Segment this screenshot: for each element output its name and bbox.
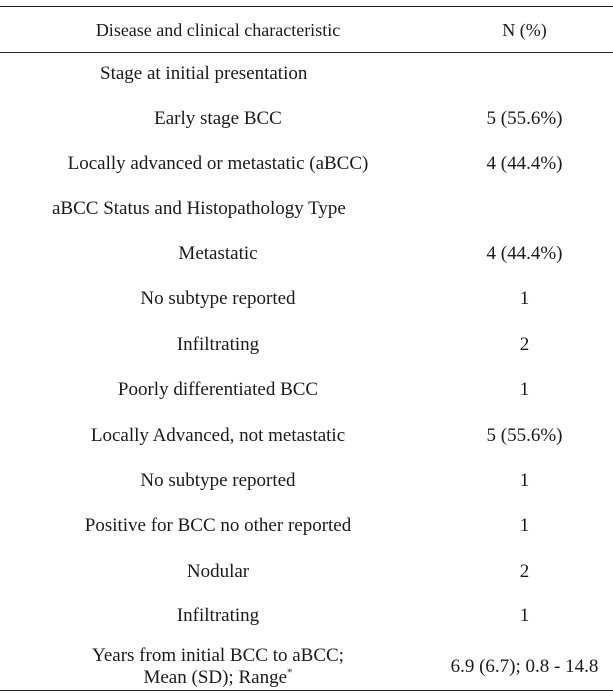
header-characteristic: Disease and clinical characteristic <box>95 20 341 40</box>
row-value: 4 (44.4%) <box>486 243 563 264</box>
row-value: 4 (44.4%) <box>486 153 563 174</box>
row-label: No subtype reported <box>140 470 296 491</box>
final-row-label-line2-text: Mean (SD); Range <box>143 667 288 688</box>
table-row-final <box>0 645 613 689</box>
row-label: Positive for BCC no other reported <box>84 515 352 536</box>
row-value: 1 <box>519 288 530 309</box>
final-row-value: 6.9 (6.7); 0.8 - 14.8 <box>450 656 599 677</box>
table-row <box>0 333 613 357</box>
row-value: 1 <box>519 605 530 626</box>
table-row <box>0 378 613 402</box>
header-value: N (%) <box>502 20 547 40</box>
final-row-label-line2 <box>0 667 436 689</box>
footnote-mark: * <box>287 666 293 679</box>
table-top-rule <box>0 6 613 7</box>
row-label: Infiltrating <box>176 605 260 626</box>
row-value: 2 <box>519 334 530 355</box>
row-label: Metastatic <box>178 243 258 264</box>
table-row <box>0 197 613 221</box>
final-row-label <box>0 645 436 689</box>
row-label: Infiltrating <box>176 334 260 355</box>
row-label: Early stage BCC <box>154 108 282 129</box>
row-value: 1 <box>519 379 530 400</box>
row-label: Locally advanced or metastatic (aBCC) <box>67 153 369 174</box>
row-value: 5 (55.6%) <box>486 108 563 129</box>
table-row <box>0 107 613 131</box>
table-row <box>0 469 613 493</box>
table-bottom-rule <box>0 690 613 691</box>
row-value: 5 (55.6%) <box>486 425 563 446</box>
row-value: 1 <box>519 470 530 491</box>
table-row <box>0 62 613 86</box>
row-label: Locally Advanced, not metastatic <box>90 425 346 446</box>
final-row-label-line1: Years from initial BCC to aBCC; <box>92 645 344 666</box>
row-label: aBCC Status and Histopathology Type <box>52 198 346 219</box>
row-label: No subtype reported <box>140 288 296 309</box>
row-label: Stage at initial presentation <box>100 63 308 84</box>
row-value: 2 <box>519 561 530 582</box>
table-row <box>0 424 613 448</box>
table-header-rule <box>0 52 613 53</box>
table-row <box>0 514 613 538</box>
table-header-row <box>0 18 613 42</box>
table-row <box>0 287 613 311</box>
row-label: Poorly differentiated BCC <box>117 379 319 400</box>
row-value: 1 <box>519 515 530 536</box>
table-row <box>0 242 613 266</box>
table-row <box>0 560 613 584</box>
table-row <box>0 152 613 176</box>
row-label: Nodular <box>186 561 250 582</box>
table-row <box>0 604 613 628</box>
